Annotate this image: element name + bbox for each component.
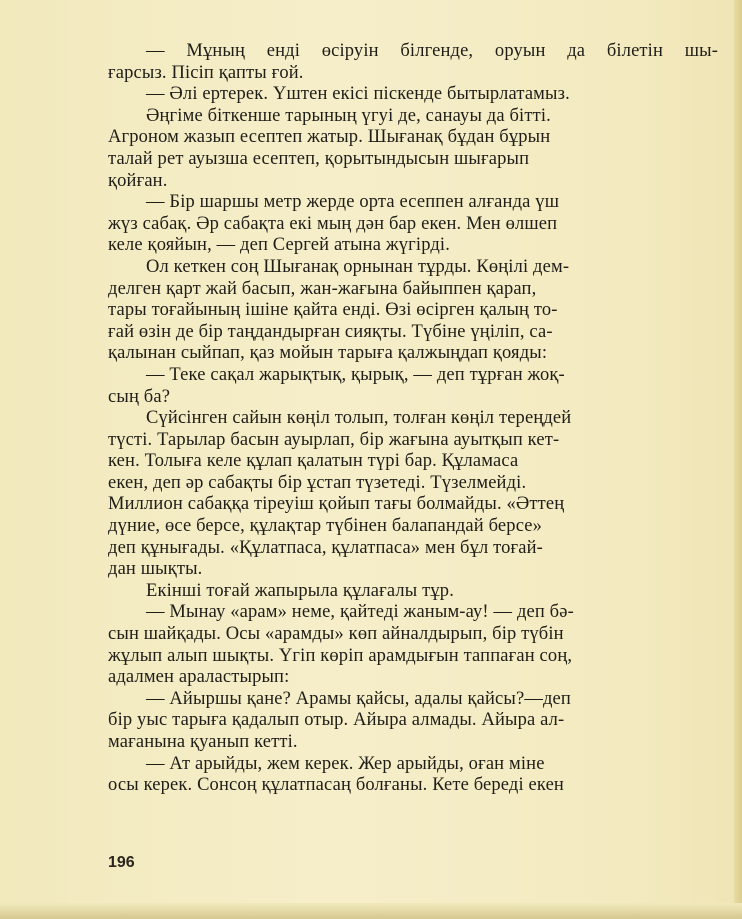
text-line: дан шықты. xyxy=(108,559,203,580)
text-line: кен. Толыға келе құлап қалатын түрі бар. Құламаса xyxy=(108,451,519,472)
text-line: деп құнығады. «Құлатпаса, құлатпаса» мен бұл тоғай- xyxy=(108,537,543,558)
text-line: — Айыршы қане? Арамы қайсы, адалы қайсы?—деп xyxy=(146,688,571,709)
text-line: делген қарт жай басып, жан-жағына байыппен қарап, xyxy=(108,278,537,299)
text-line: келе қояйын, — деп Сергей атына жүгірді. xyxy=(108,235,450,256)
text-line: жұлып алып шықты. Үгіп көріп арамдығын таппаған соң, xyxy=(108,645,573,666)
text-line: ғарсыз. Пісіп қапты ғой. xyxy=(108,62,304,83)
text-line: — Ат арыйды, жем керек. Жер арыйды, оған міне xyxy=(146,753,545,774)
page-right-edge xyxy=(734,0,742,919)
text-line: осы керек. Сонсоң құлатпасаң болғаны. Кете береді екен xyxy=(108,775,564,796)
text-line: Миллион сабаққа тіреуіш қойып тағы болмайды. «Әттең xyxy=(108,494,565,515)
text-line: — Мұның енді өсіруін білгенде, оруын да білетін шы- xyxy=(146,41,718,61)
text-line: — Мынау «арам» неме, қайтеді жаным-ау! — деп бә- xyxy=(146,602,574,623)
text-line: қойған. xyxy=(108,170,168,191)
page-number: 196 xyxy=(108,854,135,871)
text-line: түсті. Тарылар басын ауырлап, бір жағына ауытқып кет- xyxy=(108,429,560,450)
text-line: Әңгіме біткенше тарының үгуі де, санауы да бітті. xyxy=(146,105,551,126)
text-line: Ол кеткен соң Шығанақ орнынан тұрды. Көңілі дем- xyxy=(146,256,570,277)
text-line: жүз сабақ. Әр сабақта екі мың дән бар екен. Мен өлшеп xyxy=(108,213,558,234)
text-line: Сүйсінген сайын көңіл толып, толған көңіл тереңдей xyxy=(146,408,572,429)
text-line: — Бір шаршы метр жерде орта есеппен алғанда үш xyxy=(146,192,560,213)
text-line: адалмен араластырып: xyxy=(108,667,290,688)
text-line: Агроном жазып есептеп жатыр. Шығанақ бұдан бұрын xyxy=(108,127,551,148)
text-line: мағанына қуанып кетті. xyxy=(108,732,298,752)
text-line: ғай өзін де бір таңдандырған сияқты. Түбіне үңіліп, са- xyxy=(108,321,553,342)
text-line: сың ба? xyxy=(108,386,171,407)
text-line: — Теке сақал жарықтық, қырық, — деп тұрған жоқ- xyxy=(146,364,565,385)
text-line: Екінші тоғай жапырыла құлағалы тұр. xyxy=(146,580,454,601)
page-text xyxy=(108,41,718,797)
text-line: дүние, өсе берсе, құлақтар түбінен балапандай берсе» xyxy=(108,516,543,537)
text-line: қалынан сыйпап, қаз мойын тарыға қалжыңдап қояды: xyxy=(108,343,548,364)
text-line: сын шайқады. Осы «арамды» көп айналдырып, бір түбін xyxy=(108,624,564,645)
text-line: екен, деп әр сабақты бір ұстап түзетеді. Түзелмейді. xyxy=(108,472,527,493)
text-line: бір уыс тарыға қадалып отыр. Айыра алмады. Айыра ал- xyxy=(108,710,565,731)
text-line: — Әлі ертерек. Үштен екісі піскенде бытырлатамыз. xyxy=(146,84,570,105)
page-bottom-edge xyxy=(0,903,742,919)
text-line: талай рет ауызша есептеп, қорытындысын шығарып xyxy=(108,148,530,169)
text-line: тары тоғайының ішіне қайта енді. Өзі өсірген қалың то- xyxy=(108,300,558,321)
